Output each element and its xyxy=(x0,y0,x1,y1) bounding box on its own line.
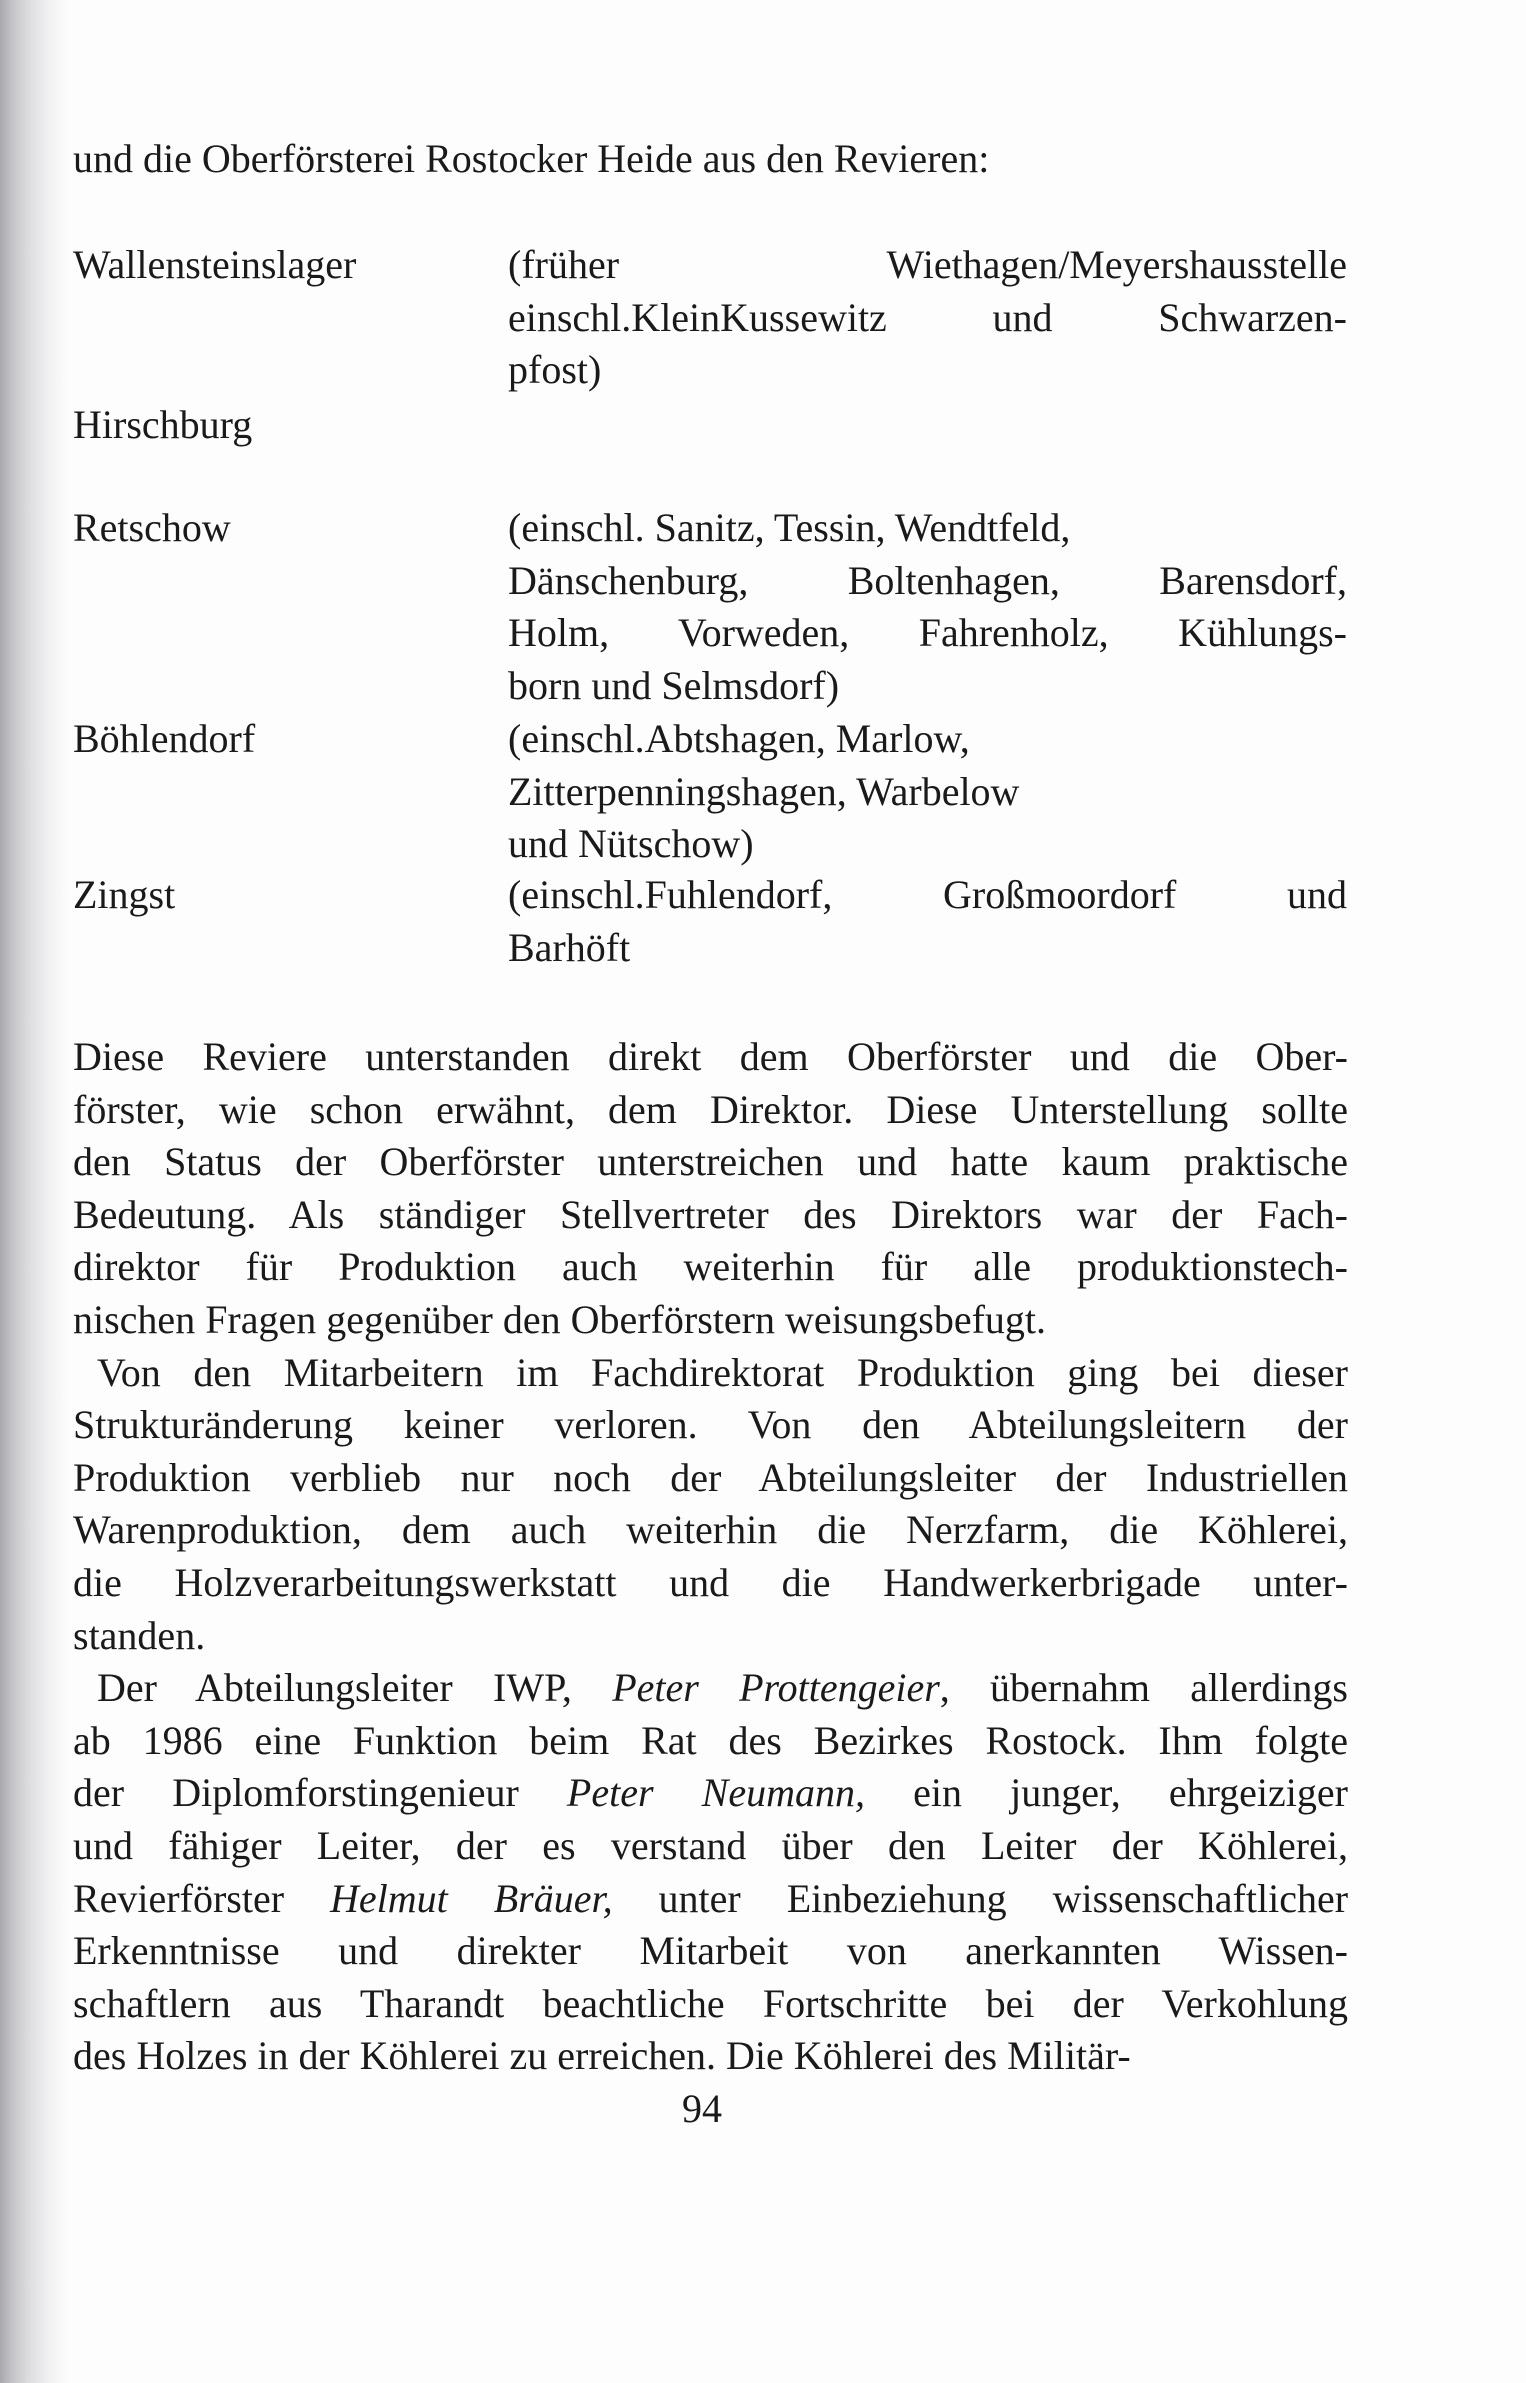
paragraph-line xyxy=(73,1504,1348,1556)
paragraph-line xyxy=(73,2030,1348,2082)
page-number: 94 xyxy=(682,2086,722,2131)
text-segment: ab 1986 eine Funktion beim Rat des Bezirkes Rostock. Ihm folgte xyxy=(73,1717,1348,1763)
revier-description-line: (früher Wiethagen/Meyershausstelle xyxy=(508,242,1347,287)
paragraph-line xyxy=(73,1452,1348,1504)
paragraph-line xyxy=(73,1557,1348,1609)
text-segment: schaftlern aus Tharandt beachtliche Fortschritte bei der Verkohlung xyxy=(73,1980,1348,2026)
text-segment: und fähiger Leiter, der es verstand über den Leiter der Köhlerei, xyxy=(73,1823,1348,1868)
paragraph-line xyxy=(73,1189,1348,1241)
paragraph-line xyxy=(73,1610,1348,1662)
paragraph-line xyxy=(73,1241,1348,1293)
paragraph-line xyxy=(73,1978,1348,2030)
book-spine-shadow xyxy=(0,0,70,2383)
text-segment: Der Abteilungsleiter IWP, xyxy=(97,1665,613,1711)
text-segment: Revierförster xyxy=(73,1875,330,1921)
revier-name: Wallensteinslager xyxy=(73,242,357,287)
text-segment: Warenproduktion, dem auch weiterhin die Nerzfarm, die Köhlerei, xyxy=(73,1507,1348,1553)
paragraph-line xyxy=(73,1715,1348,1767)
revier-description-line: pfost) xyxy=(508,347,602,393)
person-name: Peter Neumann, xyxy=(566,1770,865,1816)
paragraph-line xyxy=(73,1925,1348,1977)
text-segment: des Holzes in der Köhlerei zu erreichen. Die Köhlerei des Militär- xyxy=(73,2033,1131,2079)
revier-name: Zingst xyxy=(73,872,176,917)
text-segment: förster, wie schon erwähnt, dem Direktor. Diese Unterstellung sollte xyxy=(73,1086,1348,1132)
revier-description-line: und Nütschow) xyxy=(508,821,754,867)
intro-line: und die Oberförsterei Rostocker Heide aus den Revieren: xyxy=(73,136,990,181)
revier-description-line: (einschl. Sanitz, Tessin, Wendtfeld, xyxy=(508,505,1071,550)
revier-description-line: Zitterpenningshagen, Warbelow xyxy=(508,768,1020,814)
text-segment: Von den Mitarbeitern im Fachdirektorat Produktion ging bei dieser xyxy=(97,1349,1348,1395)
paragraph-line xyxy=(73,1136,1348,1188)
paragraph-line xyxy=(97,1662,1348,1714)
paragraph-line xyxy=(73,1873,1348,1925)
text-segment: den Status der Oberförster unterstreichen und hatte kaum praktische xyxy=(73,1139,1348,1185)
text-segment: Bedeutung. Als ständiger Stellvertreter des Direktors war der Fach- xyxy=(73,1191,1348,1237)
revier-name: Retschow xyxy=(73,505,231,550)
text-segment: Diese Reviere unterstanden direkt dem Oberförster und die Ober- xyxy=(73,1034,1348,1079)
paragraph-line xyxy=(73,1031,1348,1083)
revier-description-line: Barhöft xyxy=(508,924,631,970)
person-name: Peter Prottengeier xyxy=(612,1665,940,1711)
person-name: Helmut Bräuer, xyxy=(329,1875,613,1921)
revier-description-line: Dänschenburg, Boltenhagen, Barensdorf, xyxy=(508,557,1347,603)
revier-description-line: born und Selmsdorf) xyxy=(508,662,840,708)
paragraph-line xyxy=(73,1294,1348,1346)
text-segment: Erkenntnisse und direkter Mitarbeit von anerkannten Wissen- xyxy=(73,1928,1348,1974)
text-segment: Strukturänderung keiner verloren. Von den Abteilungsleitern der xyxy=(73,1402,1348,1448)
paragraph-line xyxy=(73,1820,1348,1872)
text-segment: der Diplomforstingenieur xyxy=(73,1770,567,1816)
revier-name: Hirschburg xyxy=(73,402,253,447)
text-segment: standen. xyxy=(73,1612,206,1658)
revier-description-line: (einschl.Fuhlendorf, Großmoordorf und xyxy=(508,872,1347,917)
paragraph-line xyxy=(97,1347,1348,1399)
revier-description-line: Holm, Vorweden, Fahrenholz, Kühlungs- xyxy=(508,610,1347,656)
revier-name: Böhlendorf xyxy=(73,716,256,761)
paragraph-line xyxy=(73,1399,1348,1451)
text-segment: direktor für Produktion auch weiterhin für alle produktionstech- xyxy=(73,1244,1348,1290)
text-segment: Produktion verblieb nur noch der Abteilungsleiter der Industriellen xyxy=(73,1454,1348,1500)
text-segment: , übernahm allerdings xyxy=(939,1665,1348,1711)
text-segment: unter Einbeziehung wissenschaftlicher xyxy=(612,1875,1349,1921)
paragraph-line xyxy=(73,1084,1348,1136)
revier-description-line: (einschl.Abtshagen, Marlow, xyxy=(508,716,970,761)
revier-description-line: einschl.KleinKussewitz und Schwarzen- xyxy=(508,294,1347,340)
paragraph-line xyxy=(73,1767,1348,1819)
text-segment: die Holzverarbeitungswerkstatt und die Handwerkerbrigade unter- xyxy=(73,1560,1348,1605)
text-segment: nischen Fragen gegenüber den Oberförstern weisungsbefugt. xyxy=(73,1297,1047,1342)
text-segment: ein junger, ehrgeiziger xyxy=(865,1770,1348,1816)
